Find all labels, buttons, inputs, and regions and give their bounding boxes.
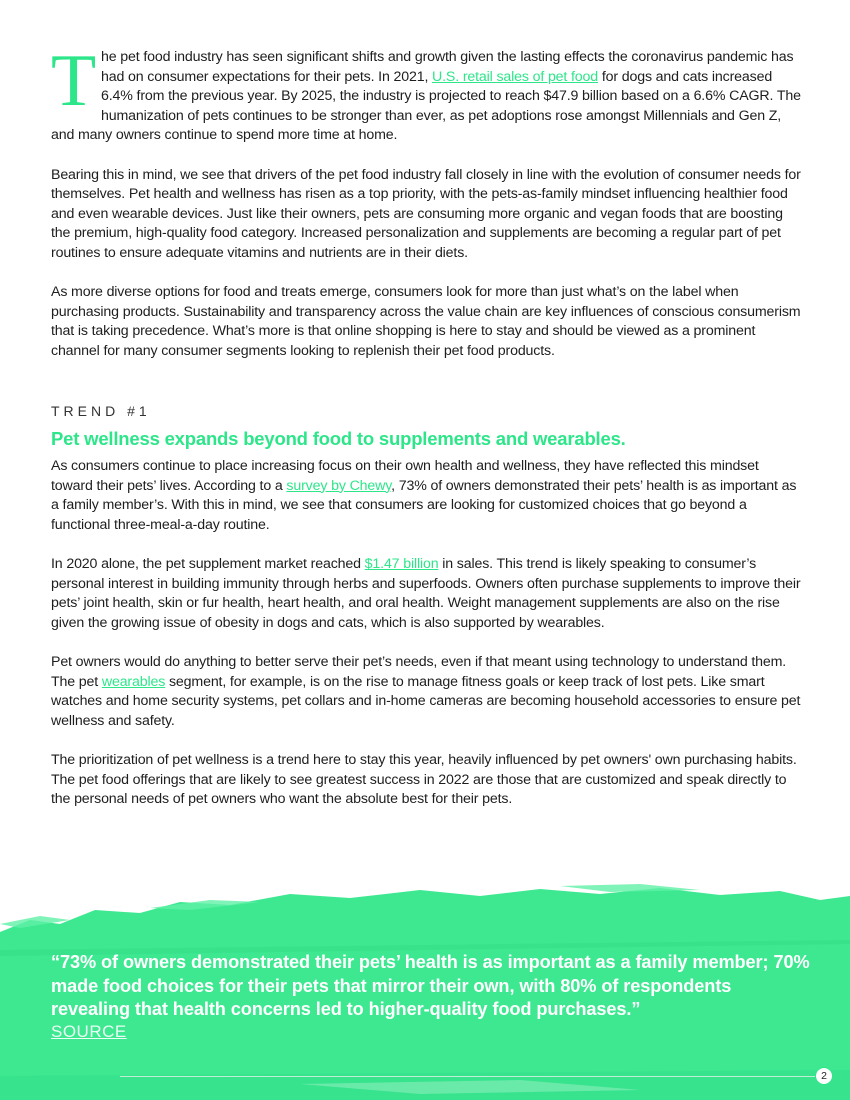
trend-label: TREND #1 xyxy=(51,403,151,419)
retail-sales-link[interactable]: U.S. retail sales of pet food xyxy=(432,68,599,85)
article-body xyxy=(51,40,801,810)
trend-paragraph-4: The prioritization of pet wellness is a trend here to stay this year, heavily influenced by pet owners' own purchasing habits. The pet food offerings that are likely to see greatest success in 2022 are those that are customized and speak directly to the personal needs of pet owners who want the absolute best for their pets. xyxy=(51,752,797,807)
source-link[interactable]: SOURCE xyxy=(51,1022,127,1041)
trend-paragraph-3: Pet owners would do anything to better serve their pet’s needs, even if that meant using technology to understand them. The pet wearables segment, for example, is on the rise to manage fitness goals or keep track of lost pets. Like smart watches and home security systems, pet collars and in-home cameras are becoming household accessories to ensure pet wellness and safety. xyxy=(51,654,801,729)
intro-paragraph-1: The pet food industry has seen significant shifts and growth given the lasting effects the coronavirus pandemic has had on consumer expectations for their pets. In 2021, U.S. retail sales of pet food for dogs and cats increased 6.4% from the previous year. By 2025, the industry is projected to reach $47.9 billion based on a 6.6% CAGR. The humanization of pets continues to be stronger than ever, as pet adoptions rose amongst Millennials and Gen Z, and many owners continue to spend more time at home. xyxy=(51,40,801,143)
chewy-survey-link[interactable]: survey by Chewy xyxy=(286,477,392,494)
footer-rule xyxy=(120,1076,815,1077)
drop-cap: T xyxy=(51,40,97,122)
pull-quote: “73% of owners demonstrated their pets’ health is as important as a family member; 70% made food choices for their pets that mirror their own, with 80% of respondents revealing that health concerns led to higher-quality food purchases.” xyxy=(51,952,810,1019)
trend-paragraph-2: In 2020 alone, the pet supplement market reached $1.47 billion in sales. This trend is likely speaking to consumer’s personal interest in building immunity through herbs and superfoods. Owners often purchase supplements to improve their pets’ joint health, skin or fur health, heart health, and oral health. Weight management supplements are also on the rise given the growing issue of obesity in dogs and cats, which is also supported by wearables. xyxy=(51,556,801,631)
intro-paragraph-2: Bearing this in mind, we see that drivers of the pet food industry fall closely in line with the evolution of consumer needs for themselves. Pet health and wellness has risen as a top priority, with the pets-as-family mindset influencing healthier food and even wearable devices. Just like their owners, pets are consuming more organic and vegan foods that are boosting the premium, high-quality food category. Increased personalization and supplements are becoming a regular part of pet routines to ensure adequate vitamins and nutrients are in their diets. xyxy=(51,166,801,261)
trend-paragraph-1: As consumers continue to place increasing focus on their own health and wellness, they have reflected this mindset toward their pets’ lives. According to a survey by Chewy, 73% of owners demonstrated their pets’ health is as important as a family member’s. With this in mind, we see that consumers are looking for customized choices that go beyond a functional three-meal-a-day routine. xyxy=(51,458,797,533)
intro-paragraph-3: As more diverse options for food and treats emerge, consumers look for more than just what’s on the label when purchasing products. Sustainability and transparency across the value chain are key influences of conscious consumerism that is taking precedence. What’s more is that online shopping is here to stay and should be viewed as a prominent channel for many consumer segments looking to replenish their pet food products. xyxy=(51,284,801,359)
supplement-market-link[interactable]: $1.47 billion xyxy=(364,556,439,572)
page-number: 2 xyxy=(815,1067,833,1085)
trend-title: Pet wellness expands beyond food to supplements and wearables. xyxy=(51,428,626,449)
wearables-link[interactable]: wearables xyxy=(101,673,166,690)
